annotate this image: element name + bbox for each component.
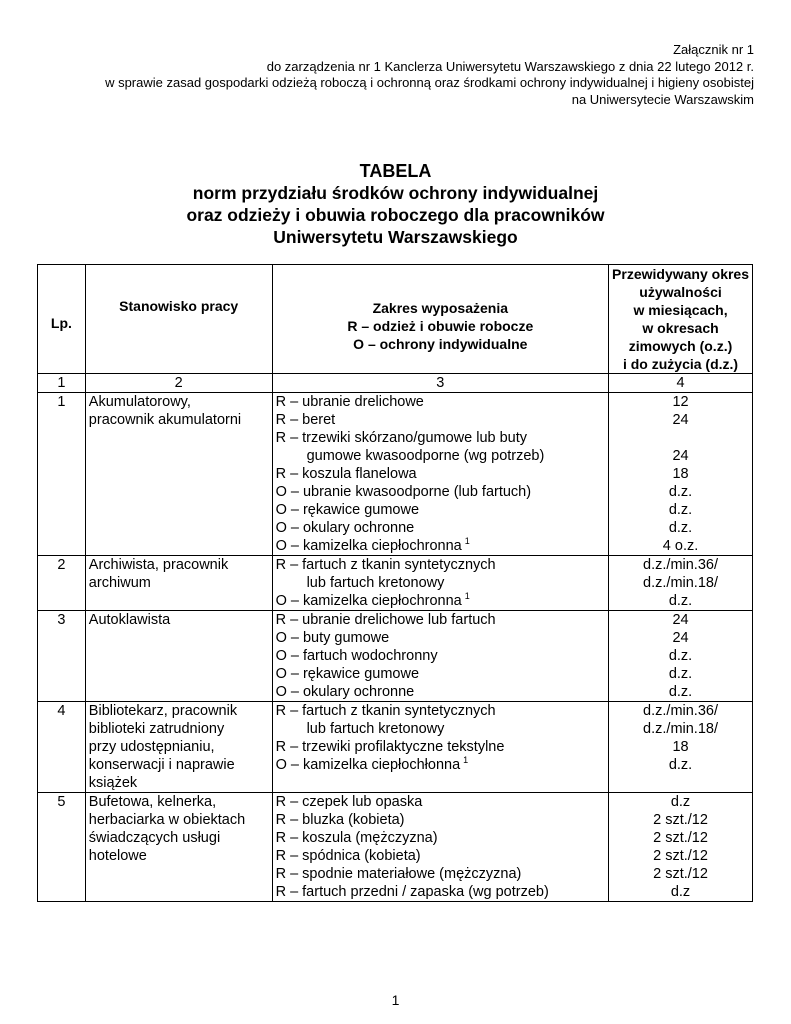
equipment-item — [276, 574, 605, 592]
header-scope-line: O – ochrony indywidualne — [353, 336, 528, 352]
equipment-item — [276, 647, 605, 665]
equipment-item-text: R – ubranie drelichowe — [275, 394, 424, 410]
equipment-cell — [272, 702, 608, 793]
equipment-item-text: O – okulary ochronne — [275, 684, 415, 700]
header-ordinance: do zarządzenia nr 1 Kanclerza Uniwersytetu Warszawskiego z dnia 22 lutego 2012 r. — [266, 58, 754, 74]
equipment-item-text: gumowe kwasoodporne (wg potrzeb) — [306, 448, 545, 464]
position-line: herbaciarka w obiektach — [88, 812, 246, 828]
equipment-item — [276, 702, 605, 720]
header-subject: w sprawie zasad gospodarki odzieżą roboczą i ochronną oraz środkami ochrony indywidualnej i higieny osobistej — [105, 75, 754, 90]
row-number: 2 — [38, 556, 86, 611]
equipment-item-text: lub fartuch kretonowy — [306, 575, 445, 591]
position-line: książek — [88, 775, 138, 791]
equipment-item-text: O – rękawice gumowe — [275, 666, 420, 682]
period-value: d.z — [670, 794, 691, 810]
header-period-line: zimowych (o.z.) — [628, 338, 733, 354]
position-line: Autoklawista — [88, 612, 171, 628]
period-value: 24 — [672, 412, 689, 428]
equipment-item-text: R – spodnie materiałowe (mężczyzna) — [275, 866, 522, 882]
period-value: 2 szt./12 — [653, 812, 708, 828]
equipment-item-text: O – okulary ochronne — [275, 520, 415, 536]
row-number: 5 — [38, 793, 86, 902]
equipment-item-text: R – ubranie drelichowe lub fartuch — [275, 612, 496, 628]
period-value: d.z. — [668, 757, 693, 773]
equipment-item — [276, 556, 605, 574]
header-scope-line: R – odzież i obuwie robocze — [347, 318, 534, 334]
period-value: d.z. — [668, 684, 693, 700]
equipment-item — [276, 611, 605, 629]
period-value: d.z. — [668, 520, 693, 536]
equipment-item — [276, 793, 605, 811]
equipment-item — [276, 829, 605, 847]
equipment-item — [276, 483, 605, 501]
equipment-item-text: R – spódnica (kobieta) — [275, 848, 421, 864]
equipment-item-text: O – ubranie kwasoodporne (lub fartuch) — [275, 484, 532, 500]
equipment-cell — [272, 793, 608, 902]
equipment-item — [276, 465, 605, 483]
table-row — [38, 393, 753, 556]
table-row — [38, 793, 753, 902]
period-value: d.z. — [668, 502, 693, 518]
row-number: 3 — [38, 611, 86, 702]
position-cell — [85, 556, 272, 611]
period-cell — [609, 556, 753, 611]
period-value: 4 o.z. — [662, 538, 699, 554]
table-row — [38, 556, 753, 611]
header-scope — [272, 265, 608, 374]
equipment-item — [276, 738, 605, 756]
position-line: Akumulatorowy, — [88, 394, 191, 410]
equipment-item-text: R – fartuch z tkanin syntetycznych — [275, 703, 496, 719]
equipment-item — [276, 519, 605, 537]
period-cell — [609, 393, 753, 556]
equipment-item — [276, 847, 605, 865]
equipment-item — [276, 411, 605, 429]
period-cell — [609, 793, 753, 902]
header-institution: na Uniwersytecie Warszawskim — [571, 91, 754, 107]
position-cell — [85, 702, 272, 793]
position-line: konserwacji i naprawie — [88, 757, 235, 773]
title-line-2: oraz odzieży i obuwia roboczego dla pracowników — [186, 205, 605, 225]
period-cell — [609, 611, 753, 702]
equipment-cell — [272, 393, 608, 556]
header-period-line: Przewidywany okres — [612, 266, 749, 282]
position-line: przy udostępnianiu, — [88, 739, 215, 755]
position-line: biblioteki zatrudniony — [88, 721, 225, 737]
period-value: d.z./min.36/ — [643, 703, 718, 719]
table-row — [38, 702, 753, 793]
position-cell — [85, 793, 272, 902]
position-cell — [85, 393, 272, 556]
period-value: 24 — [672, 630, 689, 646]
equipment-item — [276, 683, 605, 701]
position-line: Bufetowa, kelnerka, — [88, 794, 217, 810]
position-line: pracownik akumulatorni — [88, 412, 242, 428]
equipment-item-text: R – koszula flanelowa — [275, 466, 417, 482]
header-attachment: Załącznik nr 1 — [673, 42, 754, 57]
column-number-row — [38, 374, 753, 393]
equipment-item — [276, 393, 605, 411]
footnote-marker: 1 — [463, 755, 469, 765]
equipment-item-text: R – trzewiki profilaktyczne tekstylne — [275, 739, 505, 755]
equipment-item-text: O – buty gumowe — [275, 630, 390, 646]
title-line-1: norm przydziału środków ochrony indywidualnej — [192, 183, 599, 203]
column-number: 2 — [85, 374, 272, 393]
equipment-item-text: R – beret — [275, 412, 336, 428]
equipment-item-text: lub fartuch kretonowy — [306, 721, 445, 737]
equipment-item-text: R – trzewiki skórzano/gumowe lub buty — [275, 430, 528, 446]
document-title — [0, 160, 791, 248]
page-number: 1 — [391, 992, 400, 1008]
equipment-item — [276, 429, 605, 447]
row-number: 4 — [38, 702, 86, 793]
position-cell — [85, 611, 272, 702]
header-period-line: w miesiącach, — [633, 302, 728, 318]
period-value: d.z. — [668, 648, 693, 664]
equipment-item-text: R – fartuch z tkanin syntetycznych — [275, 557, 496, 573]
period-value: 18 — [672, 739, 689, 755]
equipment-item — [276, 665, 605, 683]
equipment-item-text: O – kamizelka ciepłochłonna — [275, 757, 461, 773]
period-value: d.z. — [668, 484, 693, 500]
column-number: 4 — [609, 374, 753, 393]
equipment-item-text: O – kamizelka ciepłochronna — [275, 538, 462, 554]
period-cell — [609, 702, 753, 793]
period-value: 2 szt./12 — [653, 866, 708, 882]
equipment-item-text: R – czepek lub opaska — [275, 794, 423, 810]
equipment-item — [276, 629, 605, 647]
row-number: 1 — [38, 393, 86, 556]
equipment-item — [276, 883, 605, 901]
header-lp: Lp. — [38, 265, 86, 374]
equipment-item — [276, 811, 605, 829]
equipment-item-text: R – koszula (mężczyzna) — [275, 830, 438, 846]
document-header — [105, 42, 754, 108]
period-value: 24 — [672, 448, 689, 464]
norms-table — [37, 264, 753, 902]
position-line: świadczących usługi — [88, 830, 221, 846]
title-main: TABELA — [359, 161, 432, 181]
period-value: 12 — [672, 394, 689, 410]
equipment-item — [276, 592, 605, 610]
equipment-item-text: O – fartuch wodochronny — [275, 648, 438, 664]
equipment-item — [276, 537, 605, 555]
equipment-cell — [272, 611, 608, 702]
title-line-3: Uniwersytetu Warszawskiego — [273, 227, 518, 247]
equipment-item-text: O – kamizelka ciepłochronna — [275, 593, 462, 609]
period-value: d.z — [670, 884, 691, 900]
period-value: 2 szt./12 — [653, 830, 708, 846]
equipment-item-text: R – bluzka (kobieta) — [275, 812, 405, 828]
header-period-line: i do zużycia (d.z.) — [622, 356, 739, 372]
table-header-row — [38, 265, 753, 374]
table-body — [38, 393, 753, 902]
header-period — [609, 265, 753, 374]
period-value: 2 szt./12 — [653, 848, 708, 864]
period-value: 18 — [672, 466, 689, 482]
period-value: d.z./min.18/ — [643, 575, 718, 591]
header-position: Stanowisko pracy — [85, 265, 272, 374]
position-line: Bibliotekarz, pracownik — [88, 703, 238, 719]
equipment-item — [276, 447, 605, 465]
period-value: d.z./min.18/ — [643, 721, 718, 737]
equipment-item — [276, 865, 605, 883]
footnote-marker: 1 — [464, 536, 470, 546]
column-number: 1 — [38, 374, 86, 393]
period-value: 24 — [672, 612, 689, 628]
equipment-item — [276, 756, 605, 774]
equipment-item — [276, 501, 605, 519]
position-line: archiwum — [88, 575, 151, 591]
equipment-item-text: R – fartuch przedni / zapaska (wg potrzeb) — [275, 884, 549, 900]
position-line: hotelowe — [88, 848, 147, 864]
equipment-item-text: O – rękawice gumowe — [275, 502, 420, 518]
header-period-line: używalności — [639, 284, 722, 300]
column-number: 3 — [272, 374, 608, 393]
header-period-line: w okresach — [642, 320, 719, 336]
equipment-cell — [272, 556, 608, 611]
period-value: d.z. — [668, 593, 693, 609]
table-row — [38, 611, 753, 702]
position-line: Archiwista, pracownik — [88, 557, 229, 573]
period-value: d.z./min.36/ — [643, 557, 718, 573]
equipment-item — [276, 720, 605, 738]
footnote-marker: 1 — [464, 591, 470, 601]
period-value: d.z. — [668, 666, 693, 682]
header-scope-line: Zakres wyposażenia — [372, 300, 508, 316]
period-value — [612, 429, 749, 447]
